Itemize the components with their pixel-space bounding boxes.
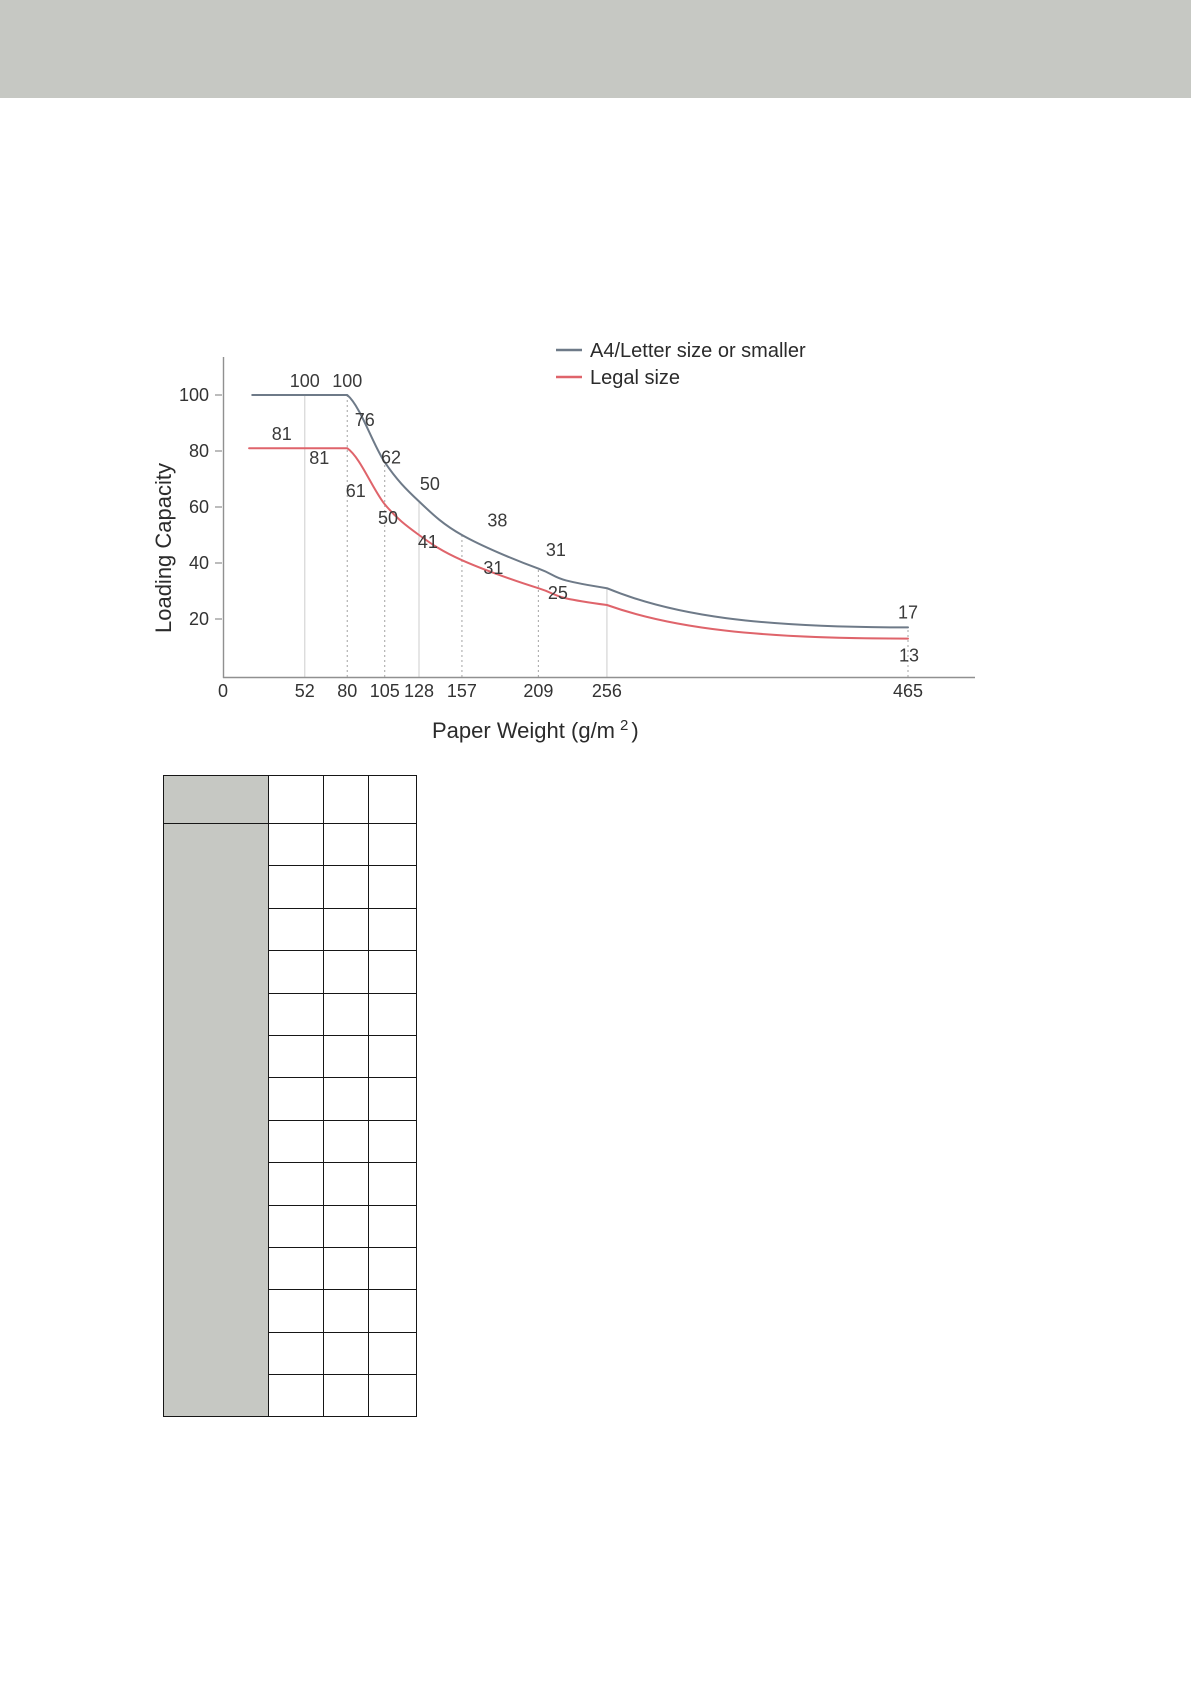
table-cell <box>369 776 417 824</box>
y-tick-label: 60 <box>188 497 209 517</box>
legend-label: Legal size <box>590 367 681 389</box>
data-point-label: 100 <box>332 371 363 391</box>
table-cell <box>269 1205 324 1247</box>
table-cell <box>269 993 324 1035</box>
table-cell <box>269 1035 324 1077</box>
x-axis-title-part: ) <box>631 718 639 743</box>
table-cell <box>369 866 417 908</box>
x-tick-label: 0 <box>217 681 229 701</box>
table-cell <box>324 1120 369 1162</box>
table-cell <box>369 1205 417 1247</box>
data-point-label: 81 <box>271 424 292 445</box>
series-line <box>252 395 908 627</box>
x-tick-label: 209 <box>523 681 554 701</box>
table-cell <box>324 993 369 1035</box>
table-cell <box>324 1332 369 1374</box>
data-point-label: 50 <box>377 508 399 528</box>
y-tick-label: 100 <box>178 385 209 405</box>
x-tick-label: 105 <box>369 681 400 701</box>
table-cell <box>269 1120 324 1162</box>
table-cell <box>269 866 324 908</box>
table-cell <box>369 908 417 950</box>
x-tick-label: 80 <box>337 681 358 701</box>
table-cell <box>369 951 417 993</box>
table-cell <box>324 1035 369 1077</box>
table-cell <box>324 824 369 866</box>
data-point-label: 31 <box>483 558 504 579</box>
series-line <box>249 448 908 638</box>
table-header-cell <box>164 776 269 824</box>
data-point-label: 38 <box>487 510 508 531</box>
table-cell <box>269 1078 324 1120</box>
table-cell <box>324 1247 369 1289</box>
table-cell <box>324 866 369 908</box>
table-cell <box>369 1375 417 1417</box>
table-cell <box>324 1205 369 1247</box>
table-cell <box>269 908 324 950</box>
legend-label: A4/Letter size or smaller <box>590 340 806 362</box>
table-cell <box>369 1163 417 1205</box>
table-cell <box>369 1035 417 1077</box>
chart-reference-lines <box>305 395 908 677</box>
table-header-row <box>164 776 417 824</box>
table-cell <box>324 776 369 824</box>
table-cell <box>369 1247 417 1289</box>
table-header-cell <box>164 824 269 1417</box>
table-cell <box>269 776 324 824</box>
table-cell <box>369 1290 417 1332</box>
y-tick-label: 40 <box>188 553 209 573</box>
table-cell <box>269 1332 324 1374</box>
x-axis-title-part: Paper Weight (g/m <box>432 718 616 743</box>
table-cell <box>369 1078 417 1120</box>
data-point-label: 41 <box>417 532 438 553</box>
x-tick-label: 465 <box>892 681 924 701</box>
table-cell <box>269 951 324 993</box>
table-cell <box>369 1332 417 1374</box>
data-point-label: 81 <box>309 448 330 469</box>
chart-content <box>179 340 923 701</box>
y-axis-title: Loading Capacity <box>151 462 176 634</box>
x-tick-label: 128 <box>403 681 435 701</box>
table-cell <box>369 824 417 866</box>
data-point-label: 31 <box>545 540 566 561</box>
table-cell <box>269 1375 324 1417</box>
table-cell <box>269 824 324 866</box>
table-cell <box>369 1120 417 1162</box>
table-cell <box>269 1290 324 1332</box>
table-cell <box>269 1247 324 1289</box>
table-cell <box>324 951 369 993</box>
table-cell <box>324 908 369 950</box>
table-cell <box>324 1078 369 1120</box>
data-point-label: 17 <box>897 602 919 623</box>
data-point-label: 25 <box>547 583 568 603</box>
table-cell <box>324 1290 369 1332</box>
spec-table <box>163 775 417 1417</box>
data-point-label: 13 <box>898 645 920 666</box>
data-point-label: 76 <box>354 410 375 431</box>
x-axis-title <box>432 717 639 743</box>
table-cell <box>324 1163 369 1205</box>
table-cell <box>369 993 417 1035</box>
y-tick-label: 80 <box>188 441 209 461</box>
x-tick-label: 256 <box>591 681 622 701</box>
data-point-label: 100 <box>289 371 320 391</box>
table-cell <box>269 1163 324 1205</box>
table-cell <box>324 1375 369 1417</box>
data-point-label: 61 <box>345 481 366 502</box>
data-point-label: 50 <box>419 474 440 494</box>
x-tick-label: 52 <box>294 681 315 701</box>
data-point-label: 62 <box>380 447 402 468</box>
table-row <box>164 824 417 866</box>
x-axis-title-part: 2 <box>620 717 629 734</box>
y-tick-label: 20 <box>188 609 209 629</box>
x-tick-label: 157 <box>446 681 477 701</box>
